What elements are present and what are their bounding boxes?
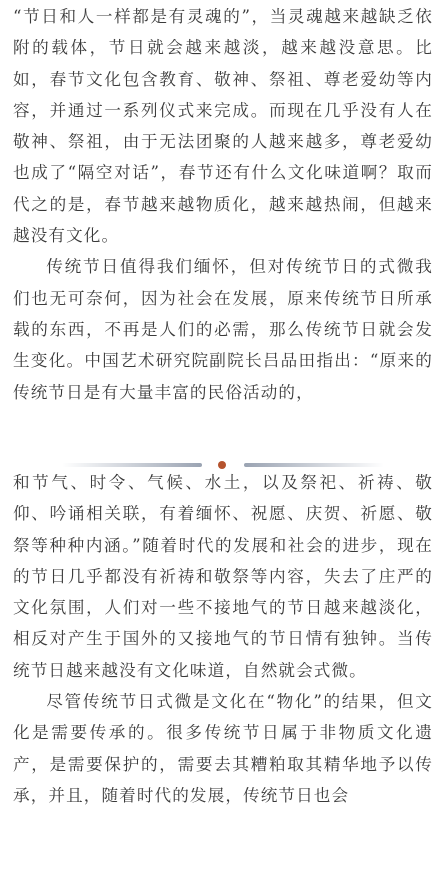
- article-section-bottom: [13, 467, 433, 811]
- paragraph-quote-continuation: 和节气、时令、气候、水土，以及祭祀、祈祷、敬仰、吟诵相关联，有着缅怀、祝愿、庆贺、祈愿、敬祭等种种内涵。”随着时代的发展和社会的进步，现在的节日几乎都没有祈祷和敬祭等内容，失去了庄严的文化氛围，人们对一些不接地气的节日越来越淡化，相反对产生于国外的又接地气的节日情有独钟。当传统节日越来越没有文化味道，自然就会式微。: [13, 473, 433, 680]
- paragraph-traditional-festival-decline: 传统节日值得我们缅怀，但对传统节日的式微我们也无可奈何，因为社会在发展，原来传统节日所承载的东西，不再是人们的必需，那么传统节日就会发生变化。中国艺术研究院副院长吕品田指出：“原来的传统节日是有大量丰富的民俗活动的，: [13, 257, 433, 402]
- article-section-top: [13, 1, 433, 408]
- paragraph-cultural-inheritance: 尽管传统节日式微是文化在“物化”的结果，但文化是需要传承的。很多传统节日属于非物质文化遗产，是需要保护的，需要去其糟粕取其精华地予以传承，并且，随着时代的发展，传统节日也会: [13, 692, 433, 805]
- paragraph-spring-festival: “节日和人一样都是有灵魂的”，当灵魂越来越缺乏依附的载体，节日就会越来越淡，越来越没意思。比如，春节文化包含教育、敬神、祭祖、尊老爱幼等内容，并通过一系列仪式来完成。而现在几乎没有人在敬神、祭祖，由于无法团聚的人越来越多，尊老爱幼也成了“隔空对话”，春节还有什么文化味道啊？取而代之的是，春节越来越物质化，越来越热闹，但越来越没有文化。: [13, 7, 433, 246]
